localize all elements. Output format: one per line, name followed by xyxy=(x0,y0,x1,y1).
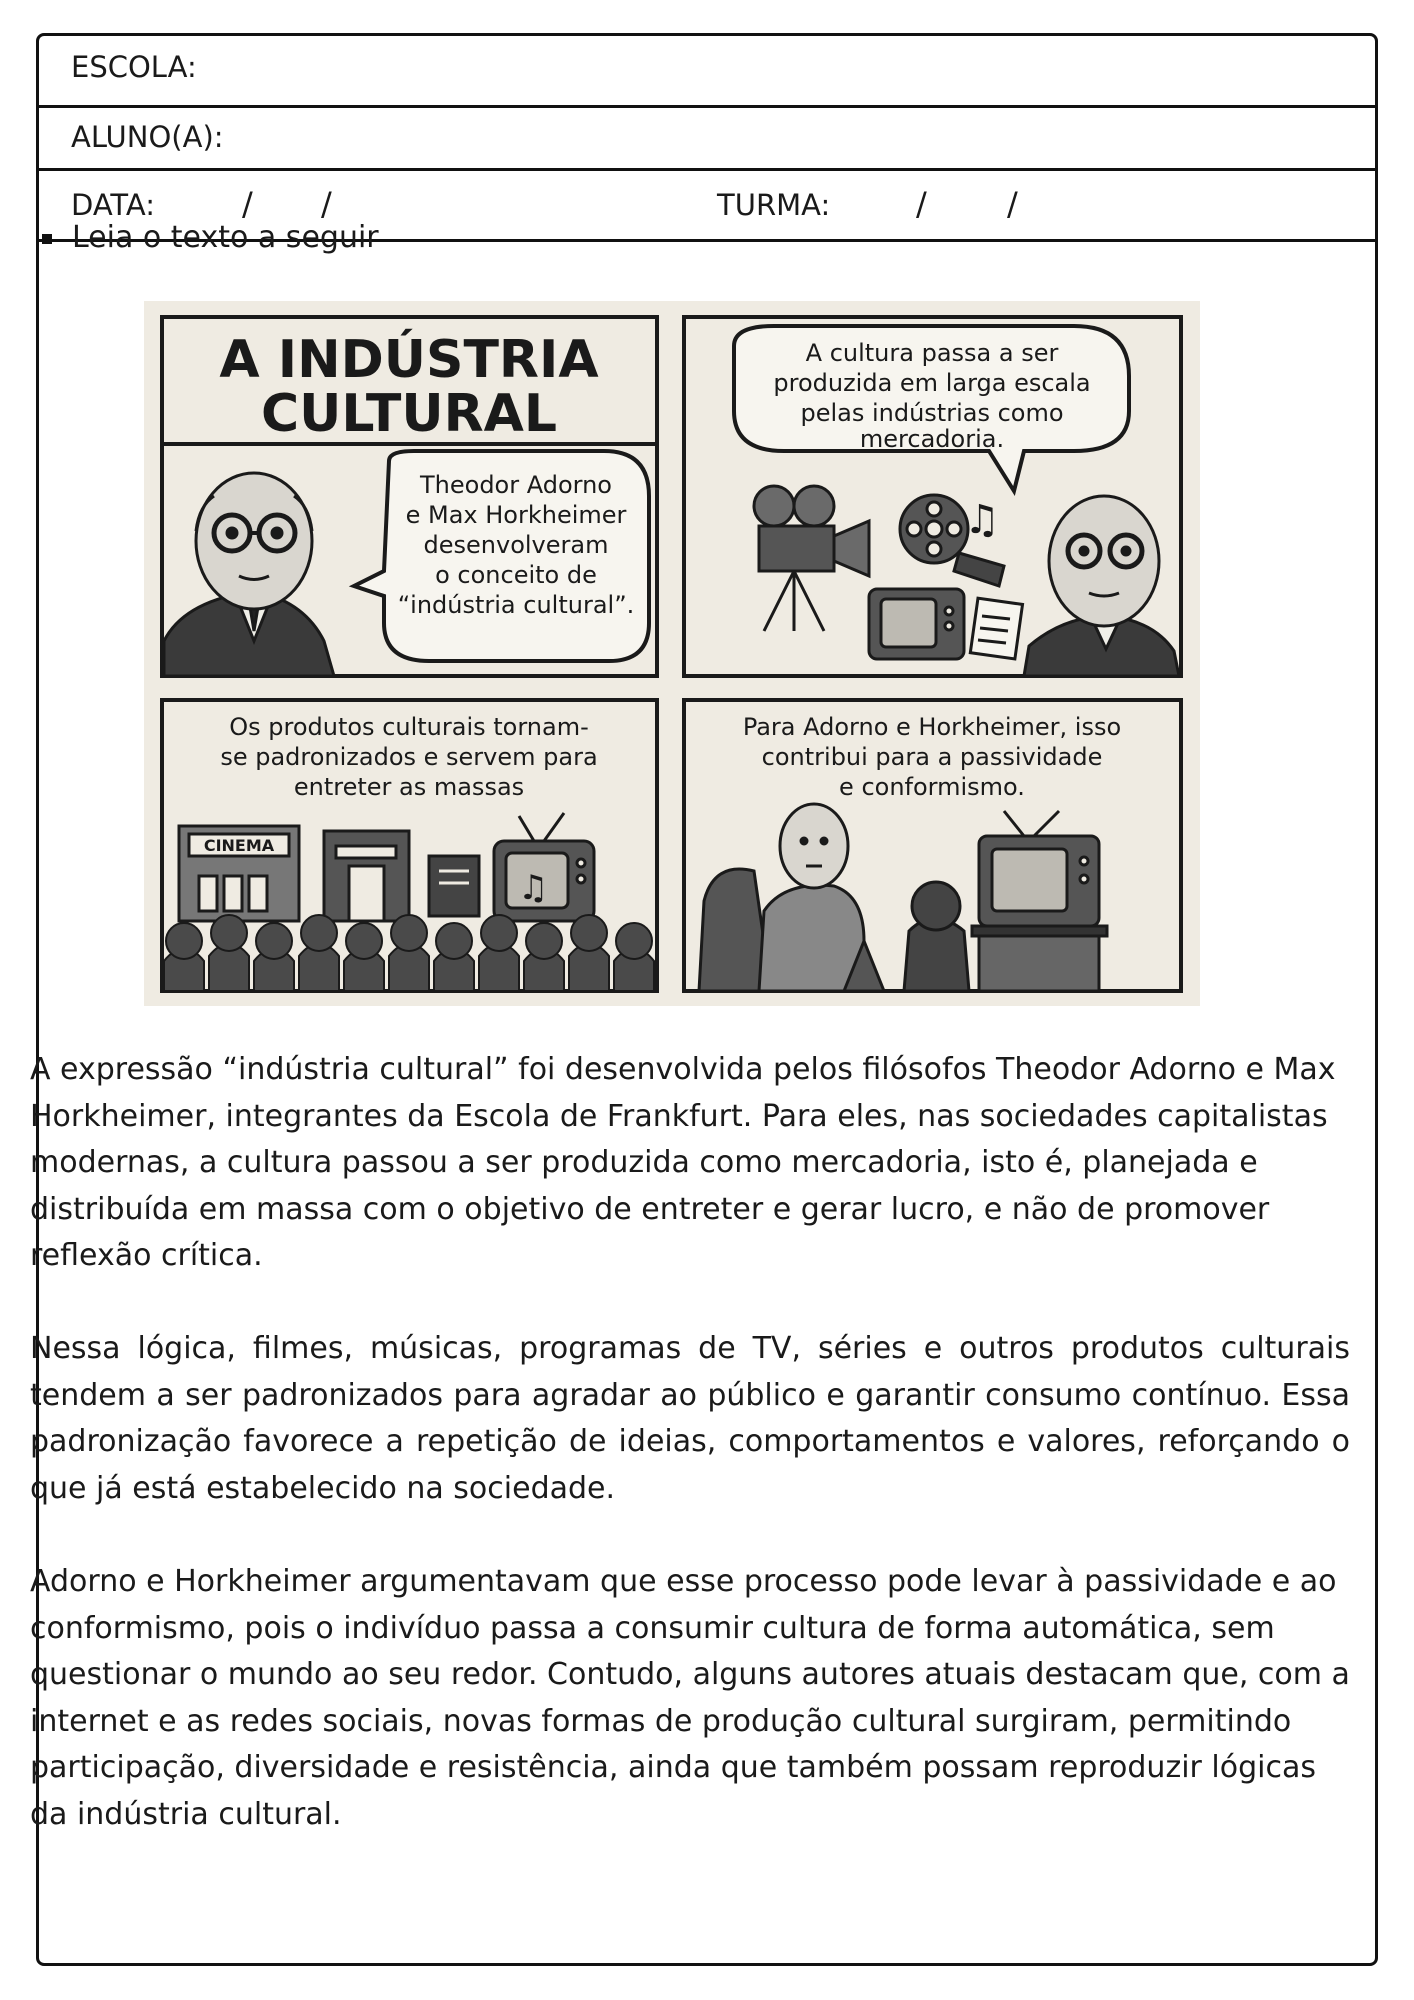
music-note-icon: ♫ xyxy=(518,868,549,908)
bubble-adorno-line: o conceito de xyxy=(435,561,597,589)
document-icon xyxy=(970,598,1022,659)
paragraph-3: Adorno e Horkheimer argumentavam que esse processo pode levar à passividade e ao conformismo, pois o indivíduo passa a consumir cultura de forma automática, sem questionar o mundo ao seu redor. Contudo, alguns autores atuais destacam que, com a internet e as redes sociais, novas formas de produção cultural surgiram, permitindo participação, diversidade e resistência, ainda que também possam reproduzir lógicas da indústria cultural. xyxy=(30,1564,1350,1832)
caption-masses-line: entreter as massas xyxy=(293,773,525,801)
bubble-adorno-line: e Max Horkheimer xyxy=(405,501,627,529)
instruction-text: Leia o texto a seguir xyxy=(72,220,379,255)
caption-passivity-line: e conformismo. xyxy=(839,773,1025,801)
bubble-production-line: pelas indústrias como xyxy=(800,399,1064,427)
caption-passivity-line: contribui para a passividade xyxy=(761,743,1103,771)
viewer-icon xyxy=(904,882,969,991)
building-icon xyxy=(324,831,409,921)
caption-masses-line: se padronizados e servem para xyxy=(220,743,598,771)
bubble-adorno-line: “indústria cultural”. xyxy=(397,591,635,619)
book-icon xyxy=(429,856,479,916)
audience-icon xyxy=(164,915,654,991)
music-note-icon: ♫ xyxy=(964,497,1000,543)
turma-slash: / xyxy=(1007,185,1018,223)
date-slash: / xyxy=(321,185,332,223)
cinema-sign: CINEMA xyxy=(203,836,275,855)
bubble-production-line: A cultura passa a ser xyxy=(805,339,1059,367)
turma-slash: / xyxy=(916,185,927,223)
header-row-escola xyxy=(39,36,1375,108)
bubble-production-line: produzida em larga escala xyxy=(773,369,1091,397)
instruction xyxy=(42,220,379,255)
date-slash: / xyxy=(242,185,253,223)
bubble-production-line: mercadoria. xyxy=(859,425,1005,453)
comic-strip xyxy=(144,301,1200,1006)
caption-masses-line: Os produtos culturais tornam- xyxy=(229,713,589,741)
tv-icon xyxy=(972,811,1107,991)
caption-passivity-line: Para Adorno e Horkheimer, isso xyxy=(742,713,1122,741)
aluno-label: ALUNO(A): xyxy=(71,120,224,154)
bubble-adorno-line: desenvolveram xyxy=(423,531,609,559)
data-label: DATA: xyxy=(71,188,155,222)
bubble-adorno-line: Theodor Adorno xyxy=(420,471,612,499)
paragraph-2: Nessa lógica, filmes, músicas, programas de TV, séries e outros produtos culturais tendem a ser padronizados para agradar ao público e garantir consumo contínuo. Essa padronização favorece a repetição de ideias, comportamentos e valores, reforçando o que já está estabelecido na sociedade. xyxy=(30,1331,1350,1506)
paragraph-1: A expressão “indústria cultural” foi desenvolvida pelos filósofos Theodor Adorno e Max Horkheimer, integrantes da Escola de Frankfurt. Para eles, nas sociedades capitalistas modernas, a cultura passou a ser produzida como mercadoria, isto é, planejada e distribuída em massa com o objetivo de entreter e gerar lucro, e não de promover reflexão crítica. xyxy=(30,1052,1336,1273)
tv-icon xyxy=(869,589,964,659)
comic-title-line2: CULTURAL xyxy=(260,384,558,444)
escola-label: ESCOLA: xyxy=(71,50,197,84)
turma-label: TURMA: xyxy=(717,188,831,222)
comic-title-line1: A INDÚSTRIA xyxy=(219,330,599,390)
bullet-icon xyxy=(42,234,52,244)
header-row-aluno xyxy=(39,108,1375,171)
